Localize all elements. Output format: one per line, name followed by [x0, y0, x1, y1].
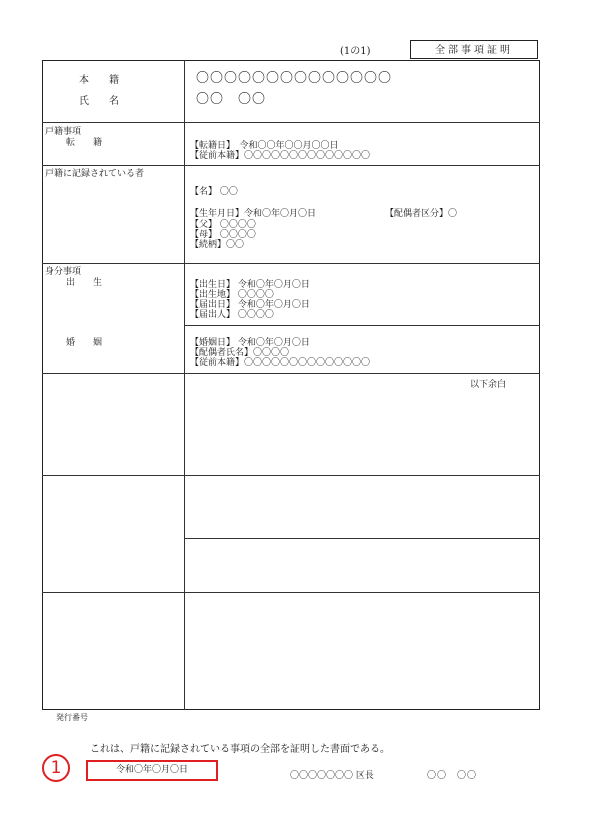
person-father: 【父】 〇〇〇〇	[190, 220, 256, 230]
row-subdivider	[184, 538, 540, 539]
page-count-label: (1の1)	[340, 46, 371, 57]
person-birthdate: 【生年月日】令和〇年〇月〇日	[190, 209, 317, 219]
birth-line: 【届出人】 〇〇〇〇	[190, 310, 274, 320]
birth-line: 【出生日】 令和〇年〇月〇日	[190, 280, 310, 290]
certificate-type-box: 全部事項証明	[410, 40, 538, 59]
tenseki-label: 転 籍	[66, 138, 103, 148]
row-divider	[42, 122, 540, 123]
marker-number-badge: 1	[42, 754, 70, 782]
marriage-line: 【婚姻日】 令和〇年〇月〇日	[190, 338, 310, 348]
honseki-label: 本 籍	[79, 75, 119, 86]
row-divider	[42, 592, 540, 593]
mibun-jiko-label: 身分事項	[45, 267, 82, 277]
marriage-line: 【従前本籍】〇〇〇〇〇〇〇〇〇〇〇〇〇〇	[190, 358, 371, 368]
person-name: 【名】 〇〇	[190, 187, 238, 197]
row-divider	[42, 165, 540, 166]
row-divider	[42, 475, 540, 476]
row-subdivider	[184, 325, 540, 326]
marriage-label: 婚 姻	[66, 338, 103, 348]
row-divider	[42, 373, 540, 374]
mayor-name: 〇〇 〇〇	[427, 771, 478, 781]
shimei-label: 氏 名	[79, 96, 119, 107]
koseki-jiko-label: 戸籍事項	[45, 127, 82, 137]
row-divider	[42, 263, 540, 264]
column-divider	[184, 60, 185, 710]
birth-line: 【届出日】 令和〇年〇月〇日	[190, 300, 310, 310]
honseki-value: 〇〇〇〇〇〇〇〇〇〇〇〇〇〇	[196, 71, 393, 86]
spouse-class: 【配偶者区分】〇	[385, 209, 458, 219]
marriage-line: 【配偶者氏名】〇〇〇〇	[190, 348, 290, 358]
person-mother: 【母】 〇〇〇〇	[190, 230, 256, 240]
remainder-note: 以下余白	[470, 380, 507, 390]
shimei-value: 〇〇 〇〇	[196, 92, 267, 107]
issuing-office: 〇〇〇〇〇〇〇 区長	[290, 771, 374, 781]
certification-statement: これは、戸籍に記録されている事項の全部を証明した書面である。	[90, 744, 390, 755]
previous-honseki: 【従前本籍】〇〇〇〇〇〇〇〇〇〇〇〇〇〇	[190, 151, 371, 161]
issue-number-label: 発行番号	[56, 713, 88, 722]
tenseki-date: 【転籍日】 令和〇〇年〇〇月〇〇日	[190, 141, 339, 151]
birth-line: 【出生地】 〇〇〇〇	[190, 290, 274, 300]
issue-date-highlight: 令和〇年〇月〇日	[86, 760, 218, 781]
birth-label: 出 生	[66, 278, 103, 288]
person-relation: 【続柄】〇〇	[190, 240, 245, 250]
recorded-person-label: 戸籍に記録されている者	[45, 169, 145, 179]
